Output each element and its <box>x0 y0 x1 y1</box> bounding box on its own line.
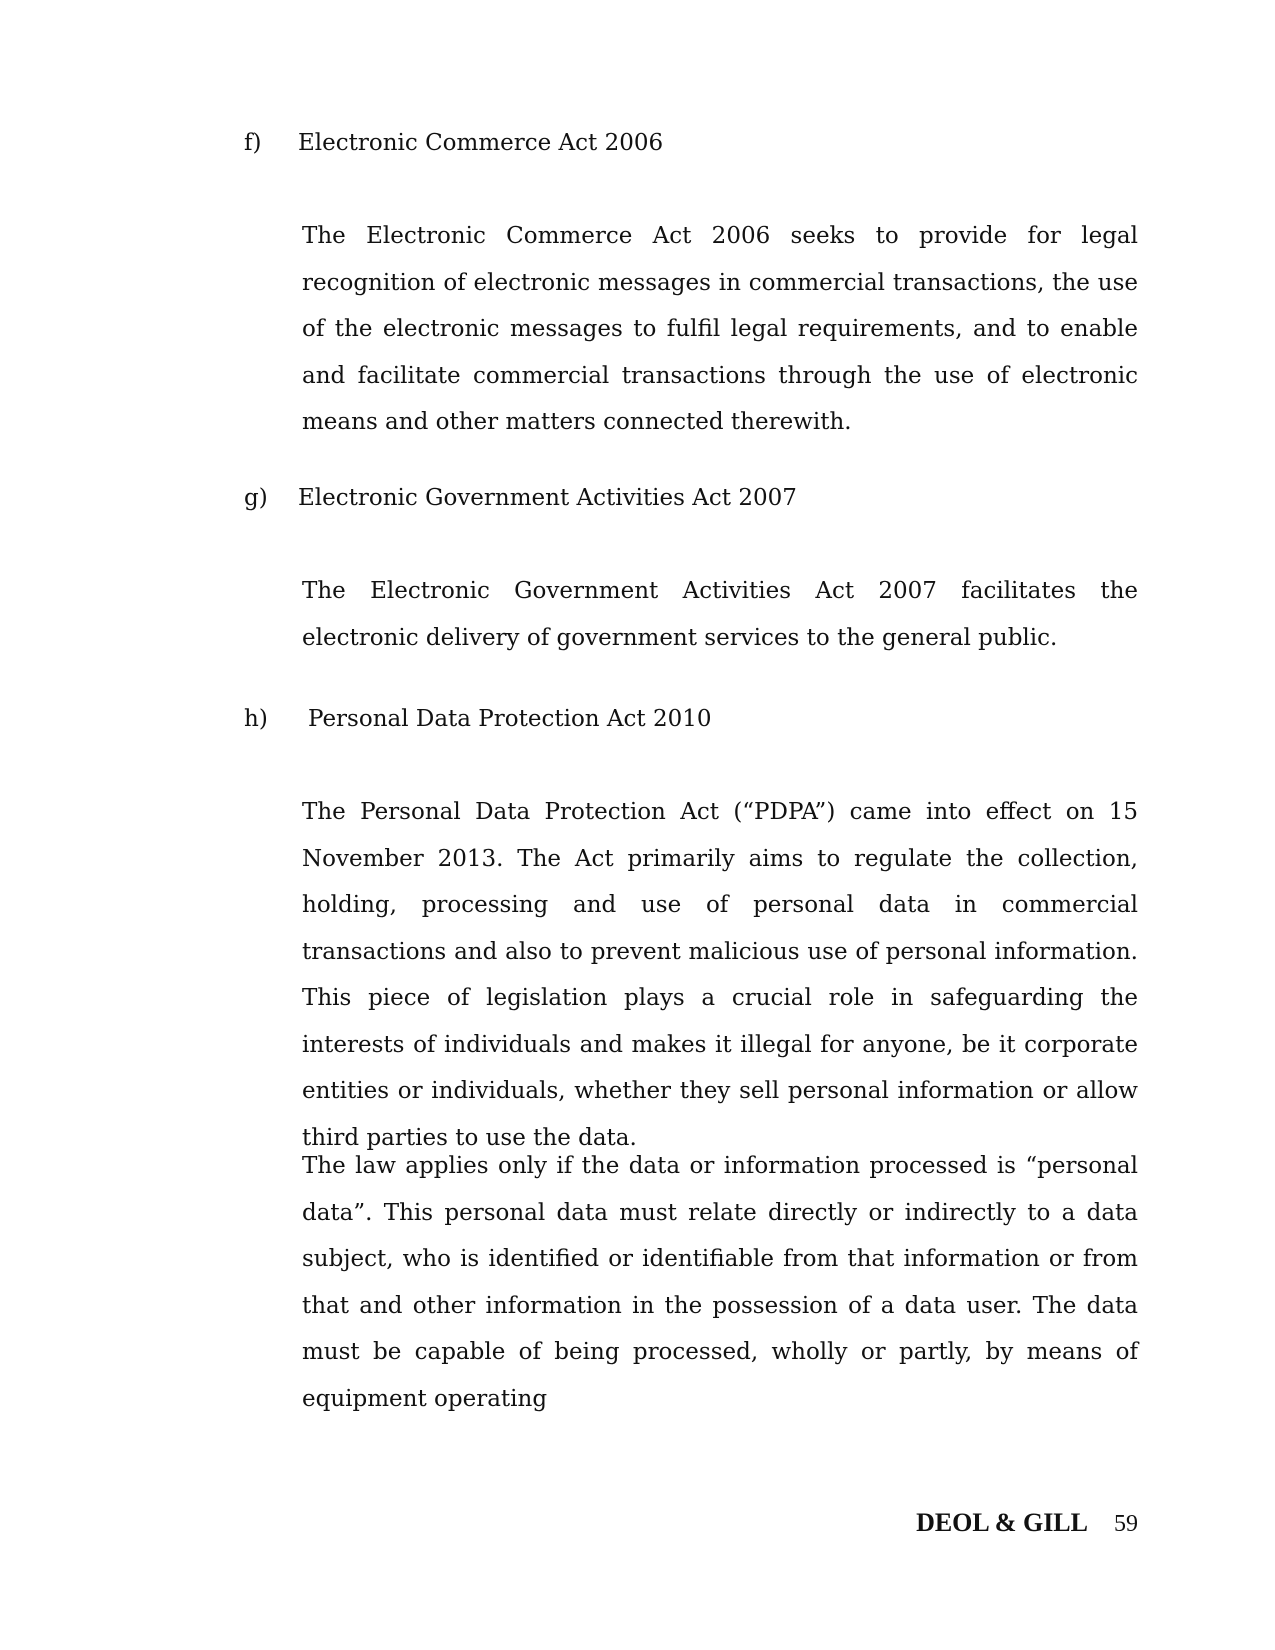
section-marker: h) <box>244 706 268 732</box>
page-number: 59 <box>1114 1511 1138 1537</box>
section-title: Electronic Government Activities Act 2007 <box>298 485 797 511</box>
section-title: Electronic Commerce Act 2006 <box>298 130 664 156</box>
section-marker: f) <box>244 130 262 156</box>
section-h-heading <box>244 704 712 734</box>
section-g-paragraph: The Electronic Government Activities Act 2007 facilitates the electronic delivery of government services to the general public. <box>302 578 1138 651</box>
section-f-paragraph: The Electronic Commerce Act 2006 seeks to provide for legal recognition of electronic messages in commercial transactions, the use of the electronic messages to fulfil legal requirements, and to enable and facilitate commercial transactions through the use of electronic means and other matters connected therewith. <box>302 223 1138 435</box>
section-g-heading <box>244 483 797 513</box>
firm-name: DEOL & GILL <box>916 1508 1088 1537</box>
section-h-paragraph-1: The Personal Data Protection Act (“PDPA”) came into effect on 15 November 2013. The Act primarily aims to regulate the collection, holding, processing and use of personal data in commercial transactions and also to prevent malicious use of personal information. This piece of legislation plays a crucial role in safeguarding the interests of individuals and makes it illegal for anyone, be it corporate entities or individuals, whether they sell personal information or allow third parties to use the data. <box>302 799 1138 1151</box>
section-marker: g) <box>244 485 268 511</box>
section-title: Personal Data Protection Act 2010 <box>308 706 712 732</box>
section-h-paragraph-2: The law applies only if the data or information processed is “personal data”. This personal data must relate directly or indirectly to a data subject, who is identified or identifiable from that information or from that and other information in the possession of a data user. The data must be capable of being processed, wholly or partly, by means of equipment operating <box>302 1153 1138 1412</box>
page-footer <box>850 1508 1138 1538</box>
section-f-heading <box>244 128 663 158</box>
